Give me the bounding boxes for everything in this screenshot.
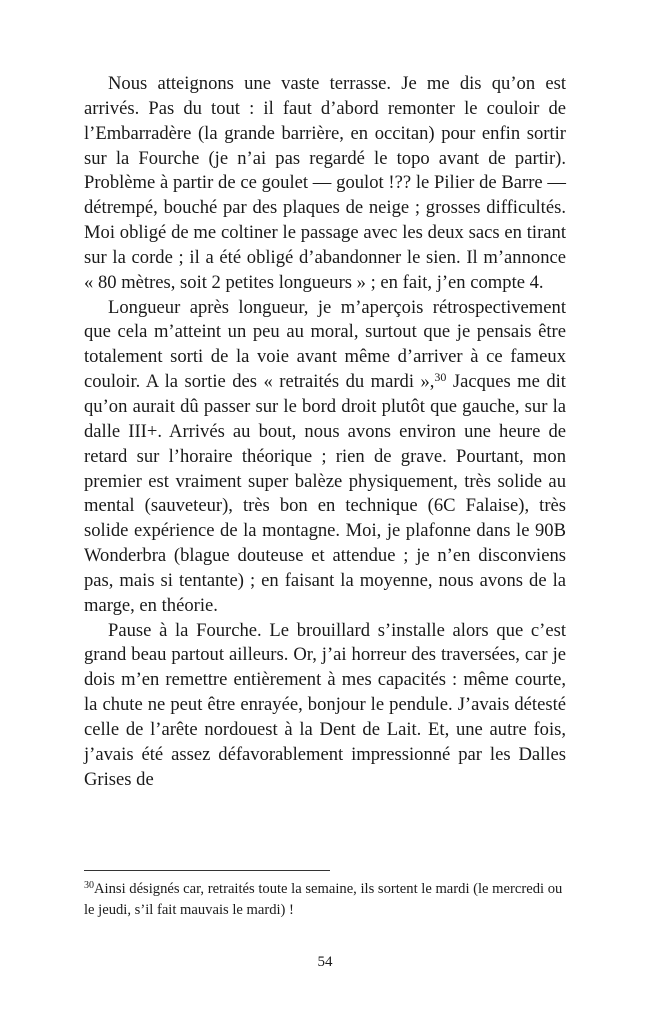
paragraph-2-text-after: Jacques me dit qu’on aurait dû passer sur le bord droit plutôt que gauche, sur la dalle III+. Arrivés au bout, nous avons environ une heure de retard sur l’horaire théorique ; rien de grave. Pourtant, mon premier est vraiment super balèze physiquement, très solide au mental (sauveteur), très bon en technique (6C Falaise), très solide expérience de la montagne. Moi, je plafonne dans le 90B Wonderbra (blague douteuse et attendue ; je n’en disconviens pas, mais si tentante) ; en faisant la moyenne, nous avons de la marge, en théorie.: [84, 371, 566, 616]
paragraph-3: Pause à la Fourche. Le brouillard s’installe alors que c’est grand beau partout ailleurs. Or, j’ai horreur des traversées, car je dois m’en remettre entièrement à mes capacités : même courte, la chute ne peut être enrayée, bonjour le pendule. J’avais détesté celle de l’arête nordouest à la Dent de Lait. Et, une autre fois, j’avais été assez défavorablement impressionné par les Dalles Grises de: [84, 619, 566, 790]
paragraph-2: [84, 296, 566, 619]
footnote-number: 30: [84, 880, 94, 891]
paragraph-2-text-before: Longueur après longueur, je m’aperçois rétrospectivement que cela m’atteint un peu au moral, surtout que je pensais être totalement sorti de la voie avant même d’arriver à ce fameux couloir. A la sortie des « retraités du mardi »,: [84, 296, 566, 393]
page-number: 54: [317, 954, 333, 970]
footnote-reference: 30: [434, 370, 447, 385]
paragraph-1: Nous atteignons une vaste terrasse. Je me dis qu’on est arrivés. Pas du tout : il faut d’abord remonter le couloir de l’Embarradère (la grande barrière, en occitan) pour enfin sortir sur la Fourche (je n’ai pas regardé le topo avant de partir). Problème à partir de ce goulet — goulot !?? le Pilier de Barre — détrempé, bouché par des plaques de neige ; grosses difficultés. Moi obligé de me coltiner le passage avec les deux sacs en tirant sur la corde ; il a été obligé d’abandonner le sien. Il m’annonce « 80 mètres, soit 2 petites longueurs » ; en fait, j’en compte 4.: [84, 73, 566, 293]
footnote-separator: [84, 870, 330, 871]
page-body: [84, 72, 566, 792]
footnote-text: Ainsi désignés car, retraités toute la semaine, ils sortent le mardi (le mercredi ou le jeudi, s’il fait mauvais le mardi) !: [84, 881, 563, 918]
footnote: [84, 879, 568, 921]
